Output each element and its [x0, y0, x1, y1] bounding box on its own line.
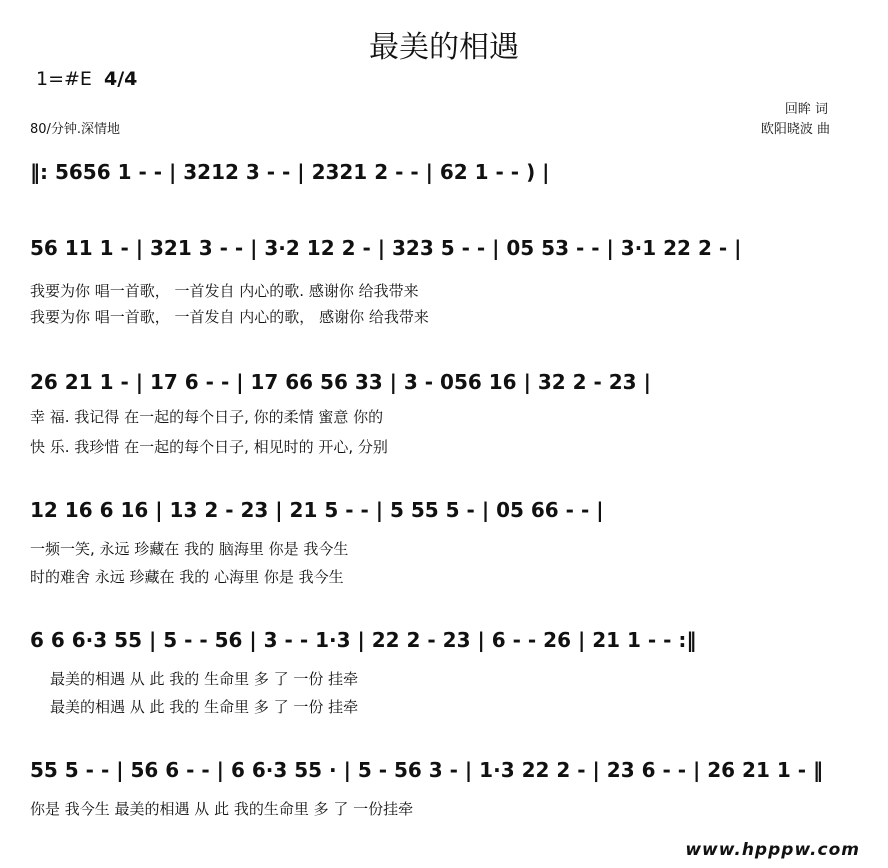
tempo-marking: 80/分钟.深情地: [30, 122, 121, 137]
score-row-2-lyric-1: 我要为你 唱一首歌， 一首发自 内心的歌. 感谢你 给我带来: [30, 282, 419, 300]
score-row-6-notes: 55 5 - - | 56 6 - - | 6 6·3 55 · | 5 - 56 3 - | 1·3 22 2 - | 23 6 - - | 26 21 1 - ‖: [30, 758, 823, 782]
score-row-5-lyric-1: 最美的相遇 从 此 我的 生命里 多 了 一份 挂牵: [50, 670, 359, 688]
lyricist-credit: 回眸 词: [784, 102, 828, 117]
watermark: www.hpppw.com: [685, 840, 860, 860]
page-title: 最美的相遇: [369, 30, 519, 65]
score-row-4-lyric-1: 一频一笑, 永远 珍藏在 我的 脑海里 你是 我今生: [30, 540, 349, 558]
score-row-4-lyric-2: 时的难舍 永远 珍藏在 我的 心海里 你是 我今生: [30, 568, 344, 586]
key-signature: [36, 68, 137, 90]
time-signature: 4/4: [103, 68, 138, 90]
score-row-2-notes: 56 11 1 - | 321 3 - - | 3·2 12 2 - | 323 5 - - | 05 53 - - | 3·1 22 2 - |: [30, 236, 742, 260]
score-row-3-lyric-2: 快 乐. 我珍惜 在一起的每个日子, 相见时的 开心, 分别: [30, 438, 388, 456]
score-row-1-notes: ‖: 5656 1 - - | 3212 3 - - | 2321 2 - - | 62 1 - - ) |: [30, 160, 550, 184]
score-row-5-lyric-2: 最美的相遇 从 此 我的 生命里 多 了 一份 挂牵: [50, 698, 359, 716]
score-row-3-lyric-1: 幸 福. 我记得 在一起的每个日子, 你的柔情 蜜意 你的: [30, 408, 384, 426]
score-row-5-notes: 6 6 6·3 55 | 5 - - 56 | 3 - - 1·3 | 22 2 - 23 | 6 - - 26 | 21 1 - - :‖: [30, 628, 697, 652]
composer-credit: 欧阳晓波 曲: [760, 122, 830, 137]
score-row-3-notes: 26 21 1 - | 17 6 - - | 17 66 56 33 | 3 - 056 16 | 32 2 - 23 |: [30, 370, 651, 394]
score-row-2-lyric-2: 我要为你 唱一首歌， 一首发自 内心的歌， 感谢你 给我带来: [30, 308, 429, 326]
score-row-6-lyric-1: 你是 我今生 最美的相遇 从 此 我的生命里 多 了 一份挂牵: [30, 800, 414, 818]
score-row-4-notes: 12 16 6 16 | 13 2 - 23 | 21 5 - - | 5 55 5 - | 05 66 - - |: [30, 498, 604, 522]
key-text: 1=#E: [36, 68, 92, 90]
